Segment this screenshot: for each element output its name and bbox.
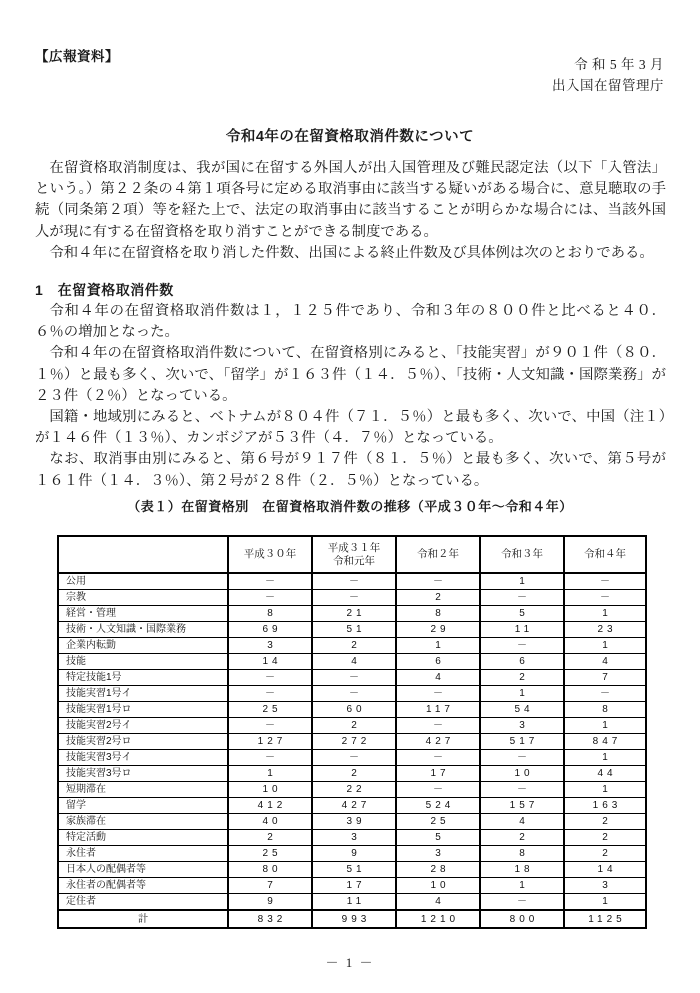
table-row: [58, 670, 646, 686]
value-cell: 23: [564, 622, 646, 638]
value-cell: －: [396, 750, 480, 766]
value-cell: 11: [312, 894, 396, 911]
table-row: [58, 638, 646, 654]
value-cell: 2: [228, 830, 312, 846]
value-cell: 2: [312, 638, 396, 654]
section-1-body: [35, 301, 666, 492]
value-cell: 1: [564, 894, 646, 911]
intro-paragraph: 在留資格取消制度は、我が国に在留する外国人が出入国管理及び難民認定法（以下「入管法」という。）第２２条の４第１項各号に定める取消事由に該当する疑いがある場合に、意見聴取の手続（同条第２項）等を経た上で、法定の取消事由に該当することが明らかな場合には、当該外国人が現に有する在留資格を取り消すことができる制度である。: [35, 160, 666, 240]
value-cell: 1: [564, 638, 646, 654]
value-cell: 14: [228, 654, 312, 670]
corner-cell: [58, 536, 228, 573]
value-cell: 60: [312, 702, 396, 718]
table-row: [58, 846, 646, 862]
value-cell: 2: [312, 766, 396, 782]
value-cell: 8: [228, 606, 312, 622]
table-header-row: [58, 536, 646, 573]
section-1-heading: 1 在留資格取消件数: [35, 282, 174, 298]
value-cell: －: [480, 782, 564, 798]
value-cell: 4: [396, 894, 480, 911]
table-row: [58, 573, 646, 590]
value-cell: 10: [228, 782, 312, 798]
value-cell: 2: [564, 846, 646, 862]
value-cell: 10: [480, 766, 564, 782]
value-cell: 1: [564, 750, 646, 766]
row-label-cell: 技能実習1号イ: [58, 686, 228, 702]
value-cell: 3: [228, 638, 312, 654]
value-cell: －: [228, 670, 312, 686]
row-label-cell: 永住者の配偶者等: [58, 878, 228, 894]
value-cell: －: [480, 750, 564, 766]
value-cell: 1: [564, 718, 646, 734]
year-column-header: 平成３１年 令和元年: [312, 536, 396, 573]
row-label-cell: 特定活動: [58, 830, 228, 846]
value-cell: 51: [312, 862, 396, 878]
total-value-cell: 800: [480, 910, 564, 928]
value-cell: 39: [312, 814, 396, 830]
row-label-cell: 家族滞在: [58, 814, 228, 830]
row-label-cell: 定住者: [58, 894, 228, 911]
value-cell: 18: [480, 862, 564, 878]
table-row: [58, 814, 646, 830]
section-1-paragraph: 令和４年の在留資格取消件数は１，１２５件であり、令和３年の８００件と比べると４０．６％の増加となった。: [35, 303, 666, 341]
table-row: [58, 590, 646, 606]
table-row: [58, 734, 646, 750]
value-cell: 21: [312, 606, 396, 622]
value-cell: －: [228, 573, 312, 590]
value-cell: －: [564, 590, 646, 606]
row-label-cell: 技術・人文知識・国際業務: [58, 622, 228, 638]
table-row: [58, 862, 646, 878]
value-cell: 7: [228, 878, 312, 894]
value-cell: －: [228, 590, 312, 606]
table-row: [58, 830, 646, 846]
row-label-cell: 留学: [58, 798, 228, 814]
table-row: [58, 750, 646, 766]
value-cell: 2: [564, 830, 646, 846]
value-cell: 5: [480, 606, 564, 622]
value-cell: －: [564, 573, 646, 590]
table-row: [58, 654, 646, 670]
value-cell: －: [312, 590, 396, 606]
row-label-cell: 技能実習3号ロ: [58, 766, 228, 782]
section-1-paragraph: 国籍・地域別にみると、ベトナムが８０４件（７１．５％）と最も多く、次いで、中国（注１）が１４６件（１３％）、カンボジアが５３件（４．７％）となっている。: [35, 409, 666, 447]
row-label-cell: 技能実習3号イ: [58, 750, 228, 766]
value-cell: 2: [312, 718, 396, 734]
doc-label: 【広報資料】: [35, 49, 119, 64]
table-row: [58, 798, 646, 814]
value-cell: 2: [480, 830, 564, 846]
intro-paragraph: 令和４年に在留資格を取り消した件数、出国による終止件数及び具体例は次のとおりである。: [49, 244, 654, 261]
table-1-caption: （表１）在留資格別 在留資格取消件数の推移（平成３０年～令和４年）: [127, 499, 573, 514]
row-label-cell: 公用: [58, 573, 228, 590]
value-cell: 412: [228, 798, 312, 814]
page-number: － 1 －: [325, 955, 375, 970]
value-cell: 80: [228, 862, 312, 878]
section-1-paragraph: 令和４年の在留資格取消件数について、在留資格別にみると、「技能実習」が９０１件（８０．１％）と最も多く、次いで、「留学」が１６３件（１４．５％）、「技術・人文知識・国際業務」が２３件（２％）となっている。: [35, 345, 666, 404]
value-cell: 17: [396, 766, 480, 782]
value-cell: 8: [396, 606, 480, 622]
section-1-paragraph: なお、取消事由別にみると、第６号が９１７件（８１．５％）と最も多く、次いで、第５号が１６１件（１４．３％）、第２号が２８件（２．５％）となっている。: [35, 451, 666, 489]
value-cell: 69: [228, 622, 312, 638]
table-row: [58, 622, 646, 638]
value-cell: 44: [564, 766, 646, 782]
row-label-cell: 特定技能1号: [58, 670, 228, 686]
value-cell: 1: [228, 766, 312, 782]
table-row: [58, 702, 646, 718]
total-label-cell: 計: [58, 910, 228, 928]
row-label-cell: 永住者: [58, 846, 228, 862]
value-cell: 1: [480, 686, 564, 702]
value-cell: 1: [564, 606, 646, 622]
value-cell: 1: [480, 878, 564, 894]
value-cell: 4: [564, 654, 646, 670]
value-cell: 6: [396, 654, 480, 670]
value-cell: －: [480, 590, 564, 606]
year-column-header: 令和４年: [564, 536, 646, 573]
value-cell: 9: [312, 846, 396, 862]
table-row: [58, 606, 646, 622]
value-cell: 11: [480, 622, 564, 638]
total-value-cell: 993: [312, 910, 396, 928]
total-value-cell: 832: [228, 910, 312, 928]
value-cell: －: [480, 638, 564, 654]
value-cell: 9: [228, 894, 312, 911]
year-column-header: 令和３年: [480, 536, 564, 573]
table-row: [58, 878, 646, 894]
row-label-cell: 宗教: [58, 590, 228, 606]
value-cell: －: [312, 686, 396, 702]
value-cell: 427: [396, 734, 480, 750]
value-cell: －: [480, 894, 564, 911]
value-cell: 25: [396, 814, 480, 830]
value-cell: 1: [396, 638, 480, 654]
table-row: [58, 782, 646, 798]
value-cell: 427: [312, 798, 396, 814]
value-cell: －: [396, 718, 480, 734]
row-label-cell: 技能実習1号ロ: [58, 702, 228, 718]
value-cell: －: [228, 686, 312, 702]
agency-name: 出入国在留管理庁: [552, 77, 664, 93]
value-cell: －: [228, 750, 312, 766]
value-cell: 51: [312, 622, 396, 638]
value-cell: 157: [480, 798, 564, 814]
value-cell: 14: [564, 862, 646, 878]
value-cell: 3: [480, 718, 564, 734]
table-row: [58, 766, 646, 782]
value-cell: 163: [564, 798, 646, 814]
value-cell: 4: [480, 814, 564, 830]
value-cell: 2: [480, 670, 564, 686]
table-row: [58, 718, 646, 734]
value-cell: 847: [564, 734, 646, 750]
value-cell: 524: [396, 798, 480, 814]
total-value-cell: 1210: [396, 910, 480, 928]
value-cell: 4: [396, 670, 480, 686]
row-label-cell: 技能: [58, 654, 228, 670]
document-title: 令和4年の在留資格取消件数について: [225, 129, 475, 145]
total-value-cell: 1125: [564, 910, 646, 928]
value-cell: 54: [480, 702, 564, 718]
value-cell: 4: [312, 654, 396, 670]
value-cell: －: [312, 750, 396, 766]
value-cell: 272: [312, 734, 396, 750]
value-cell: 517: [480, 734, 564, 750]
value-cell: 28: [396, 862, 480, 878]
date-block: [552, 55, 664, 96]
value-cell: 5: [396, 830, 480, 846]
value-cell: 117: [396, 702, 480, 718]
value-cell: 3: [564, 878, 646, 894]
value-cell: 25: [228, 846, 312, 862]
intro-block: [35, 158, 666, 264]
value-cell: 6: [480, 654, 564, 670]
value-cell: －: [396, 573, 480, 590]
value-cell: 2: [396, 590, 480, 606]
value-cell: 3: [396, 846, 480, 862]
value-cell: －: [564, 686, 646, 702]
table-body: [58, 573, 646, 928]
row-label-cell: 短期滞在: [58, 782, 228, 798]
row-label-cell: 日本人の配偶者等: [58, 862, 228, 878]
value-cell: －: [396, 782, 480, 798]
value-cell: 1: [564, 782, 646, 798]
row-label-cell: 技能実習2号イ: [58, 718, 228, 734]
row-label-cell: 企業内転勤: [58, 638, 228, 654]
issue-date: 令 和 5 年 3 月: [574, 57, 664, 72]
value-cell: －: [312, 670, 396, 686]
value-cell: 1: [480, 573, 564, 590]
value-cell: 8: [564, 702, 646, 718]
year-column-header: 平成３０年: [228, 536, 312, 573]
table-row: [58, 686, 646, 702]
value-cell: －: [312, 573, 396, 590]
value-cell: 40: [228, 814, 312, 830]
row-label-cell: 経営・管理: [58, 606, 228, 622]
value-cell: 3: [312, 830, 396, 846]
residence-status-revocations-table: [57, 535, 647, 929]
value-cell: 127: [228, 734, 312, 750]
table-row: [58, 894, 646, 911]
value-cell: 10: [396, 878, 480, 894]
value-cell: 8: [480, 846, 564, 862]
value-cell: －: [228, 718, 312, 734]
value-cell: 7: [564, 670, 646, 686]
value-cell: 22: [312, 782, 396, 798]
row-label-cell: 技能実習2号ロ: [58, 734, 228, 750]
year-column-header: 令和２年: [396, 536, 480, 573]
value-cell: 29: [396, 622, 480, 638]
value-cell: －: [396, 686, 480, 702]
value-cell: 2: [564, 814, 646, 830]
value-cell: 17: [312, 878, 396, 894]
table-total-row: [58, 910, 646, 928]
value-cell: 25: [228, 702, 312, 718]
